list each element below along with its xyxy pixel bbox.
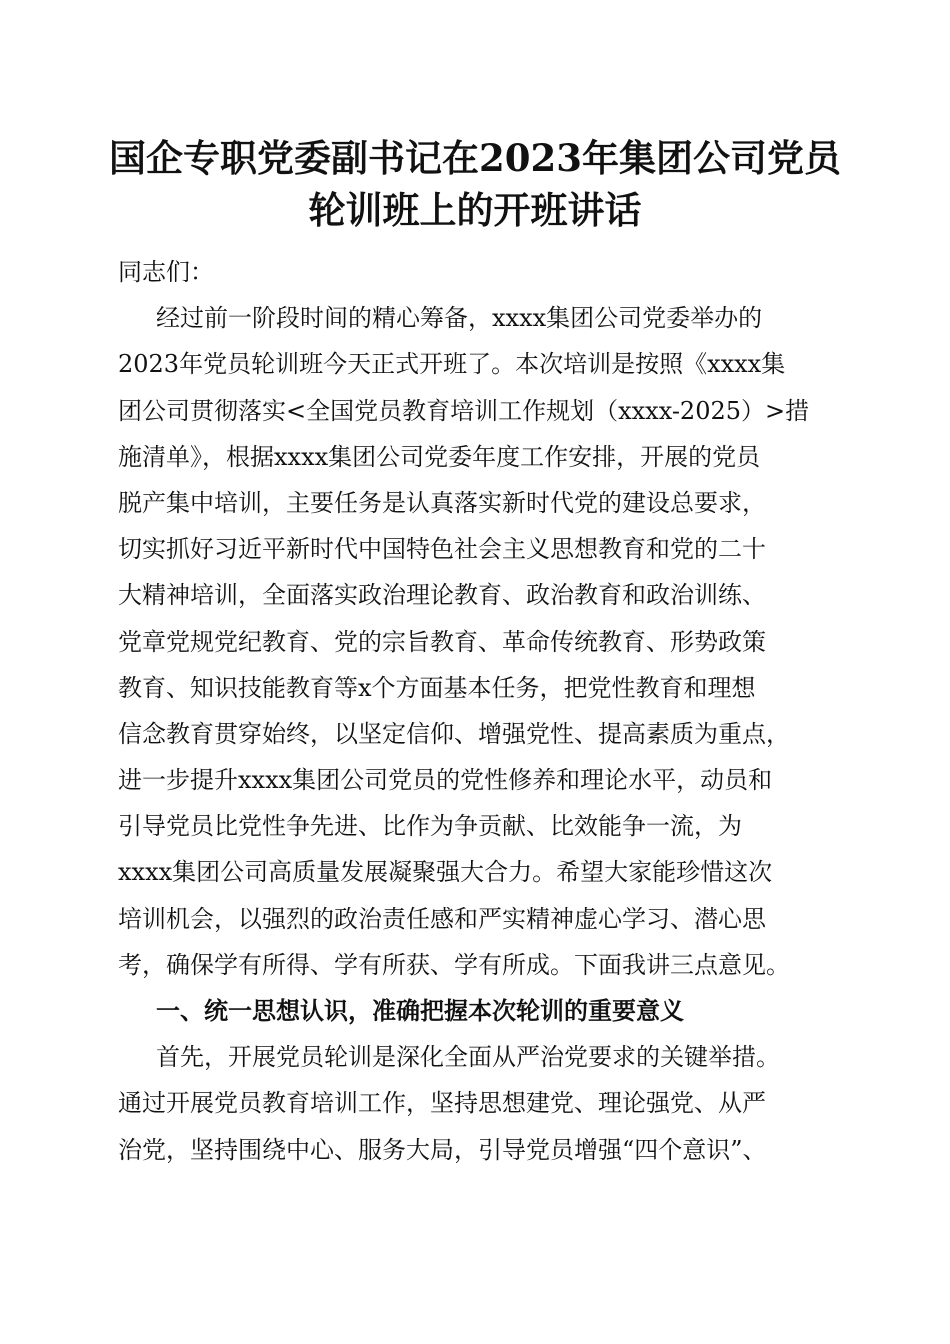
body-line: xxxx集团公司高质量发展凝聚强大合力。希望大家能珍惜这次 bbox=[118, 858, 773, 887]
title-line-2: 轮训班上的开班讲话 bbox=[308, 188, 642, 232]
body-line: 信念教育贯穿始终，以坚定信仰、增强党性、提高素质为重点， bbox=[118, 719, 790, 748]
body-line: 团公司贯彻落实<全国党员教育培训工作规划（xxxx-2025）>措 bbox=[118, 396, 810, 425]
salutation: 同志们： bbox=[118, 258, 214, 286]
body-line: 通过开展党员教育培训工作，坚持思想建党、理论强党、从严 bbox=[118, 1089, 766, 1118]
body-line: 引导党员比党性争先进、比作为争贡献、比效能争一流，为 bbox=[118, 812, 742, 841]
body-line: 2023年党员轮训班今天正式开班了。本次培训是按照《xxxx集 bbox=[118, 350, 786, 379]
title-line-1: 国企专职党委副书记在2023年集团公司党员 bbox=[109, 136, 841, 180]
document-body bbox=[118, 254, 838, 1178]
body-line: 教育、知识技能教育等x个方面基本任务，把党性教育和理想 bbox=[118, 673, 756, 702]
section-heading: 一、统一思想认识，准确把握本次轮训的重要意义 bbox=[156, 997, 684, 1025]
body-line: 首先，开展党员轮训是深化全面从严治党要求的关键举措。 bbox=[156, 1043, 780, 1072]
body-line: 考，确保学有所得、学有所获、学有所成。下面我讲三点意见。 bbox=[118, 950, 790, 979]
body-line: 进一步提升xxxx集团公司党员的党性修养和理论水平，动员和 bbox=[118, 766, 773, 795]
body-line: 治党，坚持围绕中心、服务大局，引导党员增强“四个意识”、 bbox=[118, 1135, 767, 1164]
body-line: 培训机会，以强烈的政治责任感和严实精神虚心学习、潜心思 bbox=[118, 904, 766, 933]
body-line: 党章党规党纪教育、党的宗旨教育、革命传统教育、形势政策 bbox=[118, 627, 766, 656]
body-line: 大精神培训，全面落实政治理论教育、政治教育和政治训练、 bbox=[118, 581, 766, 610]
body-line: 施清单》，根据xxxx集团公司党委年度工作安排，开展的党员 bbox=[118, 442, 761, 471]
body-line: 脱产集中培训，主要任务是认真落实新时代党的建设总要求， bbox=[118, 488, 766, 517]
body-line: 切实抓好习近平新时代中国特色社会主义思想教育和党的二十 bbox=[118, 535, 766, 564]
body-line: 经过前一阶段时间的精心筹备，xxxx集团公司党委举办的 bbox=[156, 304, 763, 333]
document-title bbox=[100, 132, 850, 236]
